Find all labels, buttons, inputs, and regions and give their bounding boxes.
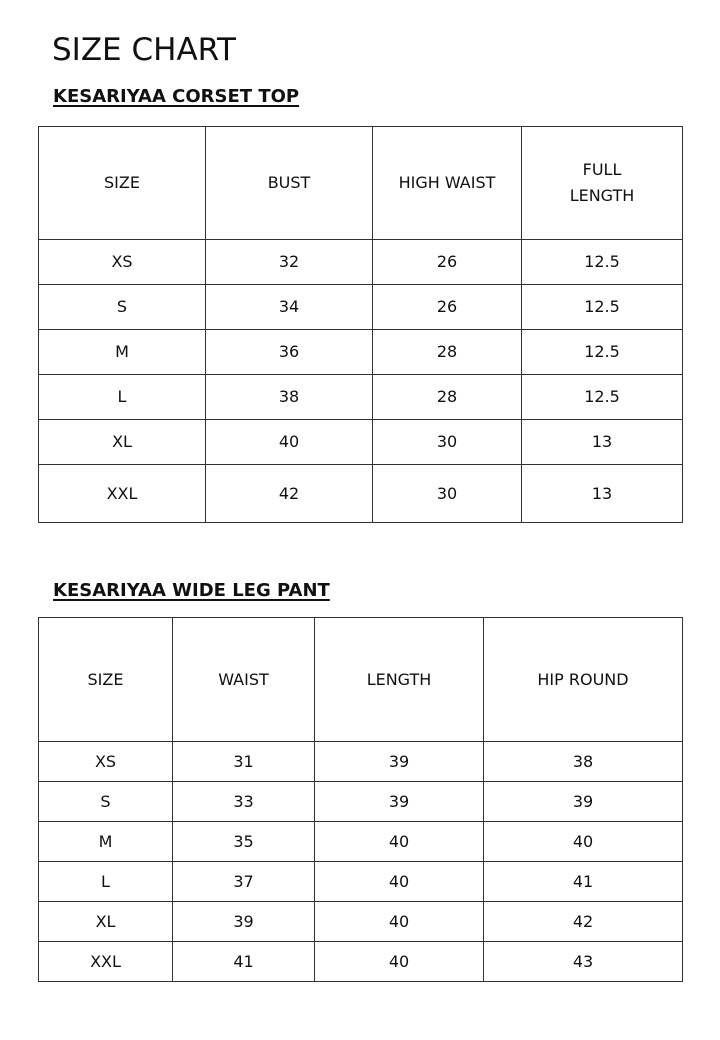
cell-hip-round: 43 [484,942,683,982]
cell-size: XS [39,240,206,285]
cell-size: XXL [39,942,173,982]
cell-full-length: 12.5 [522,285,683,330]
table-row [39,375,683,420]
table-row [39,782,683,822]
cell-waist: 41 [173,942,315,982]
cell-high-waist: 28 [373,375,522,420]
table-row [39,465,683,523]
cell-bust: 42 [206,465,373,523]
cell-size: XL [39,902,173,942]
corset-top-size-table [38,126,683,523]
page-title: SIZE CHART [52,32,236,68]
cell-hip-round: 40 [484,822,683,862]
cell-length: 40 [315,902,484,942]
header-size: SIZE [39,127,206,240]
cell-full-length: 13 [522,465,683,523]
cell-size: XS [39,742,173,782]
cell-waist: 33 [173,782,315,822]
cell-size: XL [39,420,206,465]
cell-length: 39 [315,782,484,822]
cell-bust: 40 [206,420,373,465]
cell-waist: 39 [173,902,315,942]
cell-hip-round: 38 [484,742,683,782]
header-full-length [522,127,683,240]
cell-length: 40 [315,822,484,862]
table-row [39,902,683,942]
header-length: LENGTH [315,618,484,742]
cell-high-waist: 26 [373,240,522,285]
cell-hip-round: 39 [484,782,683,822]
cell-size: M [39,330,206,375]
cell-high-waist: 30 [373,465,522,523]
cell-length: 40 [315,862,484,902]
cell-bust: 34 [206,285,373,330]
header-hip-round: HIP ROUND [484,618,683,742]
cell-full-length: 12.5 [522,240,683,285]
header-size: SIZE [39,618,173,742]
section-title-wide-leg-pant: KESARIYAA WIDE LEG PANT [53,580,330,601]
cell-waist: 35 [173,822,315,862]
cell-size: S [39,285,206,330]
table-header-row [39,127,683,240]
cell-length: 40 [315,942,484,982]
cell-waist: 37 [173,862,315,902]
cell-high-waist: 30 [373,420,522,465]
cell-size: M [39,822,173,862]
table-header-row [39,618,683,742]
cell-bust: 32 [206,240,373,285]
table-row [39,420,683,465]
table-row [39,330,683,375]
header-full-length-line1: FULL [582,160,622,179]
cell-high-waist: 26 [373,285,522,330]
cell-full-length: 13 [522,420,683,465]
cell-size: L [39,375,206,420]
table-row [39,742,683,782]
cell-full-length: 12.5 [522,375,683,420]
cell-waist: 31 [173,742,315,782]
cell-high-waist: 28 [373,330,522,375]
cell-size: XXL [39,465,206,523]
cell-hip-round: 42 [484,902,683,942]
cell-size: S [39,782,173,822]
header-bust: BUST [206,127,373,240]
cell-size: L [39,862,173,902]
header-high-waist: HIGH WAIST [373,127,522,240]
table-row [39,285,683,330]
table-row [39,862,683,902]
cell-bust: 38 [206,375,373,420]
wide-leg-pant-size-table [38,617,683,982]
table-row [39,822,683,862]
cell-length: 39 [315,742,484,782]
cell-full-length: 12.5 [522,330,683,375]
header-full-length-line2: LENGTH [569,186,635,205]
cell-bust: 36 [206,330,373,375]
header-waist: WAIST [173,618,315,742]
table-row [39,942,683,982]
section-title-corset-top: KESARIYAA CORSET TOP [53,86,300,107]
cell-hip-round: 41 [484,862,683,902]
table-row [39,240,683,285]
